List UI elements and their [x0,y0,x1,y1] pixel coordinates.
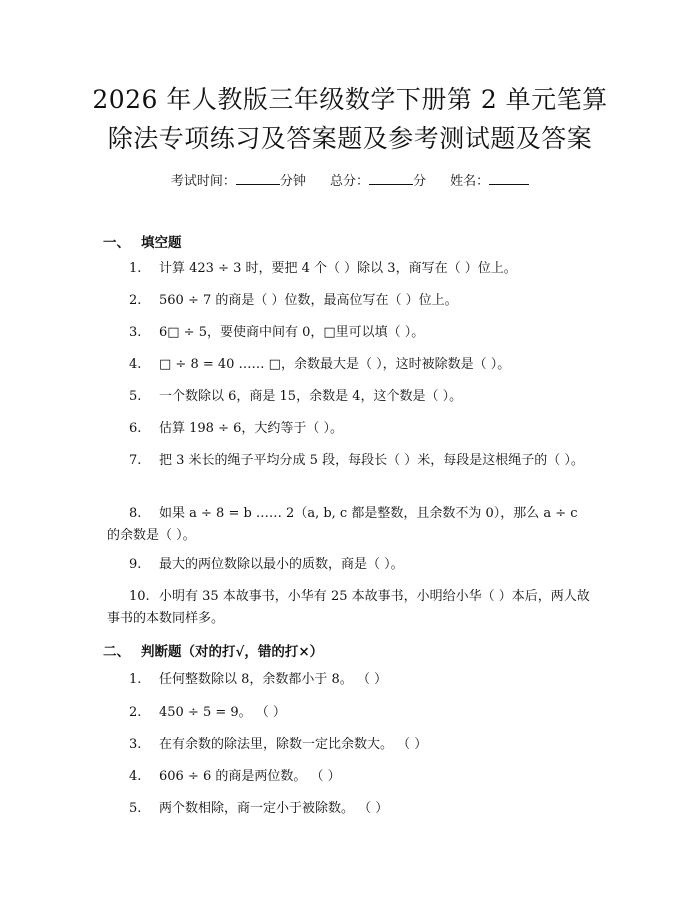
question-number: 2. [129,705,142,720]
student-name-label: 姓名： [450,174,490,189]
question-number: 4. [129,769,142,784]
question-item [107,766,592,788]
question-number: 7. [129,453,142,468]
question-item [107,554,592,576]
section-number: 一、 [103,235,130,251]
question-text: 两个数相除，商一定小于被除数。 （ ） [159,801,389,816]
question-number: 6. [129,421,142,436]
question-number: 4. [129,357,142,372]
exam-time-blank [236,172,280,185]
question-text: 606 ÷ 6 的商是两位数。 （ ） [159,769,341,784]
question-text: 估算 198 ÷ 6，大约等于（ ）。 [159,421,344,436]
exam-time-label: 考试时间： [170,174,236,189]
question-item [107,322,592,344]
question-text: 任何整数除以 8，余数都小于 8。 （ ） [159,672,388,687]
total-score-unit: 分 [413,174,427,189]
total-score-field [330,174,430,189]
question-number: 1. [129,672,142,687]
question-item [107,586,592,630]
question-item [107,702,592,724]
question-item [107,418,592,440]
question-number: 3. [129,737,142,752]
question-number: 3. [129,325,142,340]
question-text: 如果 a ÷ 8 = b …… 2（a, b, c 都是整数，且余数不为 0），那么 a ÷ c 的余数是（ ）。 [107,506,578,543]
section-number: 二、 [103,644,130,660]
question-text: 一个数除以 6，商是 15，余数是 4，这个数是（ ）。 [159,389,463,404]
question-item [107,503,592,547]
question-number: 1. [129,261,142,276]
total-score-label: 总分： [329,174,369,189]
question-number: 10. [129,589,150,604]
section-heading-fill-in [103,231,182,251]
question-text: 6□ ÷ 5，要使商中间有 0，□里可以填（ ）。 [159,325,425,340]
student-name-blank [489,172,529,185]
question-item [107,354,592,376]
question-item [107,290,592,312]
question-text: 最大的两位数除以最小的质数，商是（ ）。 [159,557,404,572]
question-number: 2. [129,293,142,308]
exam-time-unit: 分钟 [279,174,306,189]
question-text: 560 ÷ 7 的商是（ ）位数，最高位写在（ ）位上。 [159,293,458,308]
page-title-line-2: 除法专项练习及答案题及参考测试题及答案 [107,124,593,153]
question-text: 把 3 米长的绳子平均分成 5 段，每段长（ ）米，每段是这根绳子的（ ）。 [159,453,584,468]
question-text: □ ÷ 8 = 40 …… □，余数最大是（ ），这时被除数是（ ）。 [159,357,511,372]
exam-time-field [171,174,310,189]
section-title: 填空题 [141,235,182,251]
question-number: 5. [129,801,142,816]
question-item [107,386,592,408]
question-text: 在有余数的除法里，除数一定比余数大。 （ ） [159,737,428,752]
question-item [107,450,592,472]
question-number: 9. [129,557,142,572]
total-score-blank [369,172,413,185]
question-item [107,258,592,280]
question-text: 450 ÷ 5 = 9。 （ ） [159,705,286,720]
section-heading-true-false [103,640,323,660]
question-number: 8. [129,506,142,521]
question-number: 5. [129,389,142,404]
exam-info-line [0,170,700,189]
question-text: 计算 423 ÷ 3 时，要把 4 个（ ）除以 3，商写在（ ）位上。 [159,261,517,276]
section-title: 判断题（对的打√，错的打×） [141,644,324,660]
question-item [107,798,592,820]
page-title-line-1: 2026 年人教版三年级数学下册第 2 单元笔算 [92,85,608,114]
question-item [107,734,592,756]
question-item [107,669,592,691]
student-name-field [450,174,529,189]
question-text: 小明有 35 本故事书，小华有 25 本故事书，小明给小华（ ）本后，两人故事书的本数同样多。 [107,589,590,626]
